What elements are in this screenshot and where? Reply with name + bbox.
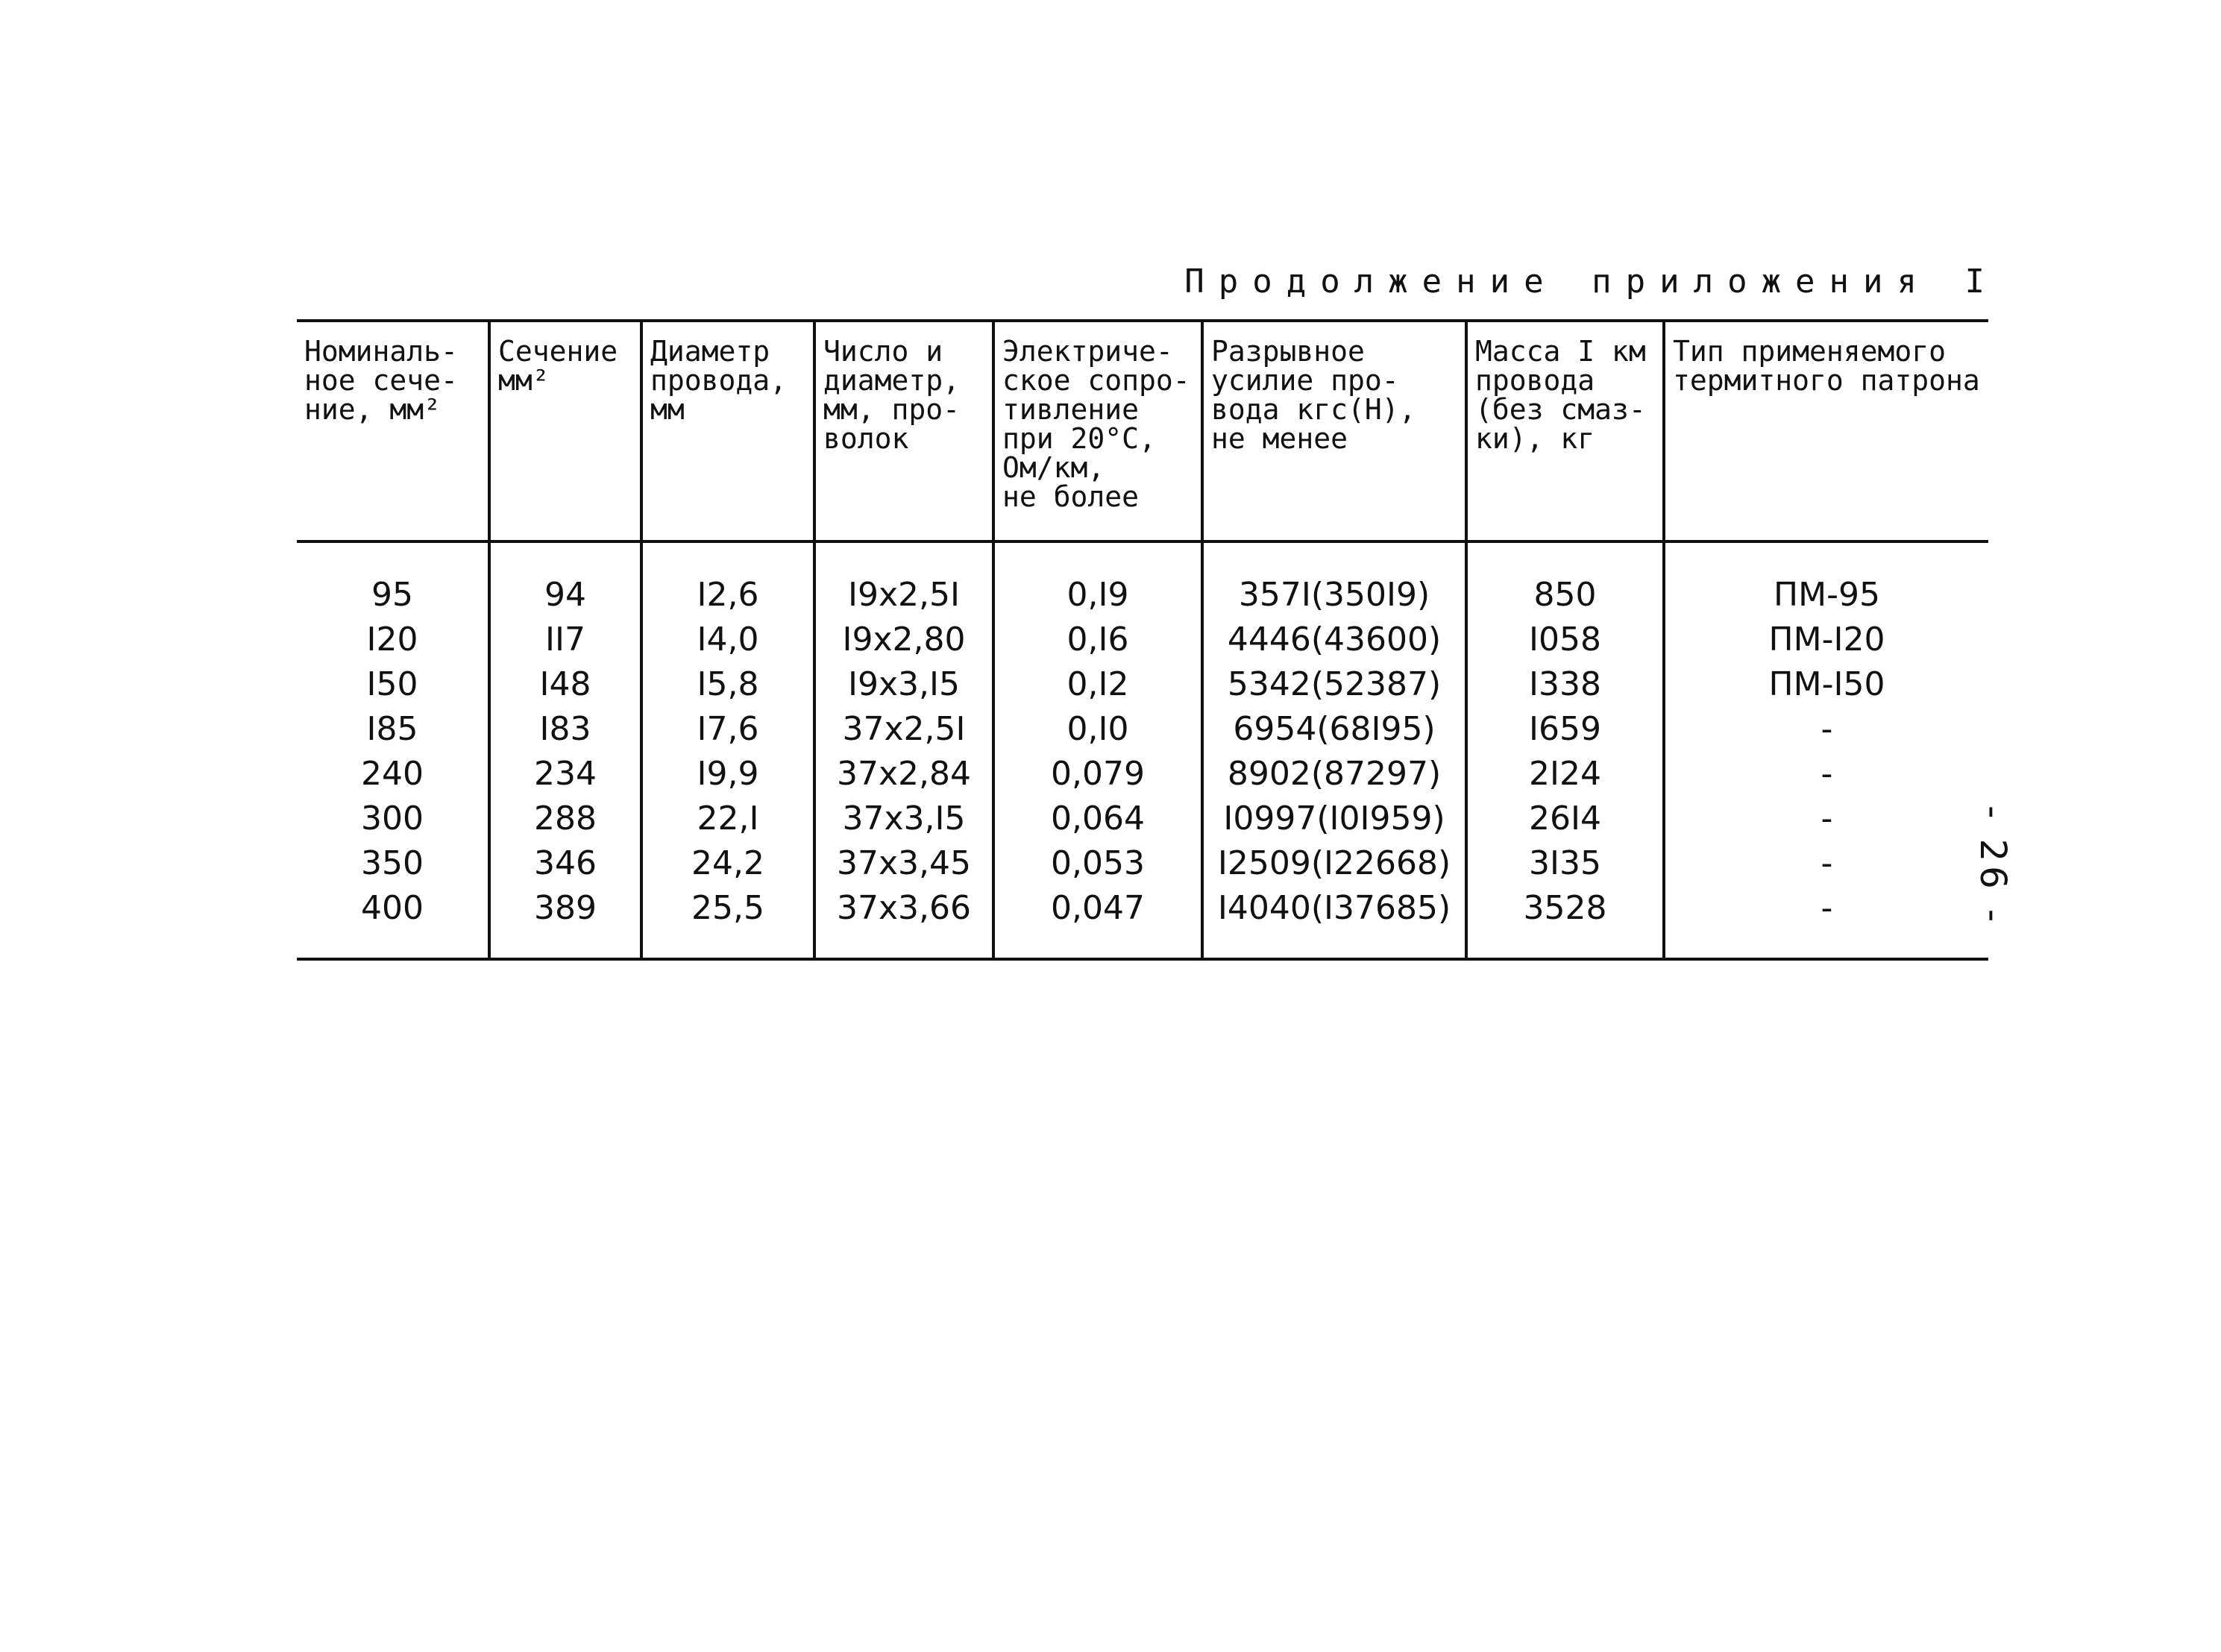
- cell-breaking-force: I0997(I0I959): [1202, 797, 1466, 841]
- table-body: [297, 541, 1988, 959]
- cell-strands: I9x3,I5: [814, 662, 993, 707]
- table-row: [297, 841, 1988, 886]
- cell-mass: 2I24: [1466, 752, 1664, 797]
- cell-resistance: 0,I6: [993, 618, 1202, 662]
- cell-mass: I659: [1466, 707, 1664, 752]
- header-electrical-resistance: Электриче- ское сопро- тивление при 20°С, Ом/км, не более: [993, 321, 1202, 541]
- cell-section: II7: [489, 618, 641, 662]
- cell-wire-diameter: I5,8: [641, 662, 814, 707]
- cell-breaking-force: 5342(52387): [1202, 662, 1466, 707]
- cell-nominal-section: 240: [361, 755, 424, 793]
- table-row: [297, 886, 1988, 959]
- table-row: [297, 707, 1988, 752]
- cell-resistance: 0,064: [993, 797, 1202, 841]
- cell-nominal-section: 300: [361, 800, 424, 838]
- cell-strands: 37x2,84: [814, 752, 993, 797]
- header-breaking-force: Разрывное усилие про- вода кгс(Н), не менее: [1202, 321, 1466, 541]
- cell-breaking-force: I4040(I37685): [1202, 886, 1466, 959]
- cell-cartridge-type: ПМ-I20: [1664, 618, 1988, 662]
- cell-wire-diameter: I9,9: [641, 752, 814, 797]
- cell-strands: 37x3,I5: [814, 797, 993, 841]
- cell-wire-diameter: I4,0: [641, 618, 814, 662]
- cell-mass: I058: [1466, 618, 1664, 662]
- cell-mass: 3528: [1466, 886, 1664, 959]
- cell-section: I83: [489, 707, 641, 752]
- cell-mass: I338: [1466, 662, 1664, 707]
- cell-strands: 37x3,45: [814, 841, 993, 886]
- cell-nominal-section: I85: [366, 710, 418, 748]
- table-row: [297, 541, 1988, 618]
- cell-cartridge-type: ПМ-I50: [1664, 662, 1988, 707]
- table-header-row: [297, 321, 1988, 541]
- cell-nominal-section: I50: [366, 665, 418, 703]
- cell-cartridge-type: ПМ-95: [1664, 541, 1988, 618]
- cell-cartridge-type: -: [1664, 797, 1988, 841]
- cell-resistance: 0,I9: [993, 541, 1202, 618]
- continuation-caption: Продолжение приложения I: [1184, 263, 1999, 301]
- cell-resistance: 0,079: [993, 752, 1202, 797]
- cell-section: I48: [489, 662, 641, 707]
- page-number: - 26 -: [1972, 805, 2014, 927]
- header-strand-count-diameter: Число и диаметр, мм, про- волок: [814, 321, 993, 541]
- cell-strands: 37x3,66: [814, 886, 993, 959]
- cell-wire-diameter: I2,6: [641, 541, 814, 618]
- cell-section: 389: [489, 886, 641, 959]
- cell-nominal-section: 95: [371, 576, 413, 614]
- cell-wire-diameter: 22,I: [641, 797, 814, 841]
- cell-breaking-force: 4446(43600): [1202, 618, 1466, 662]
- cell-resistance: 0,I2: [993, 662, 1202, 707]
- cell-breaking-force: 8902(87297): [1202, 752, 1466, 797]
- cell-wire-diameter: 24,2: [641, 841, 814, 886]
- cell-section: 346: [489, 841, 641, 886]
- header-section: Сечение мм²: [489, 321, 641, 541]
- cell-breaking-force: 357I(350I9): [1202, 541, 1466, 618]
- table-row: [297, 618, 1988, 662]
- cell-resistance: 0,053: [993, 841, 1202, 886]
- wire-specs-table: [297, 319, 1988, 961]
- header-mass-per-km: Масса I км провода (без смаз- ки), кг: [1466, 321, 1664, 541]
- cell-cartridge-type: -: [1664, 886, 1988, 959]
- cell-cartridge-type: -: [1664, 841, 1988, 886]
- table-row: [297, 797, 1988, 841]
- cell-wire-diameter: I7,6: [641, 707, 814, 752]
- cell-cartridge-type: -: [1664, 752, 1988, 797]
- cell-strands: I9x2,80: [814, 618, 993, 662]
- cell-nominal-section: 350: [361, 844, 424, 882]
- cell-section: 288: [489, 797, 641, 841]
- cell-section: 234: [489, 752, 641, 797]
- header-nominal-section: Номиналь- ное сече- ние, мм²: [304, 335, 458, 426]
- header-thermite-cartridge-type: Тип применяемого термитного патрона: [1664, 321, 1988, 541]
- cell-strands: 37x2,5I: [814, 707, 993, 752]
- cell-nominal-section: 400: [361, 889, 424, 927]
- header-wire-diameter: Диаметр провода, мм: [641, 321, 814, 541]
- cell-mass: 26I4: [1466, 797, 1664, 841]
- cell-breaking-force: 6954(68I95): [1202, 707, 1466, 752]
- cell-nominal-section: I20: [366, 621, 418, 659]
- cell-resistance: 0,047: [993, 886, 1202, 959]
- cell-section: 94: [489, 541, 641, 618]
- cell-breaking-force: I2509(I22668): [1202, 841, 1466, 886]
- cell-strands: I9x2,5I: [814, 541, 993, 618]
- cell-wire-diameter: 25,5: [641, 886, 814, 959]
- cell-mass: 850: [1466, 541, 1664, 618]
- table-row: [297, 662, 1988, 707]
- cell-resistance: 0,I0: [993, 707, 1202, 752]
- table-row: [297, 752, 1988, 797]
- cell-cartridge-type: -: [1664, 707, 1988, 752]
- cell-mass: 3I35: [1466, 841, 1664, 886]
